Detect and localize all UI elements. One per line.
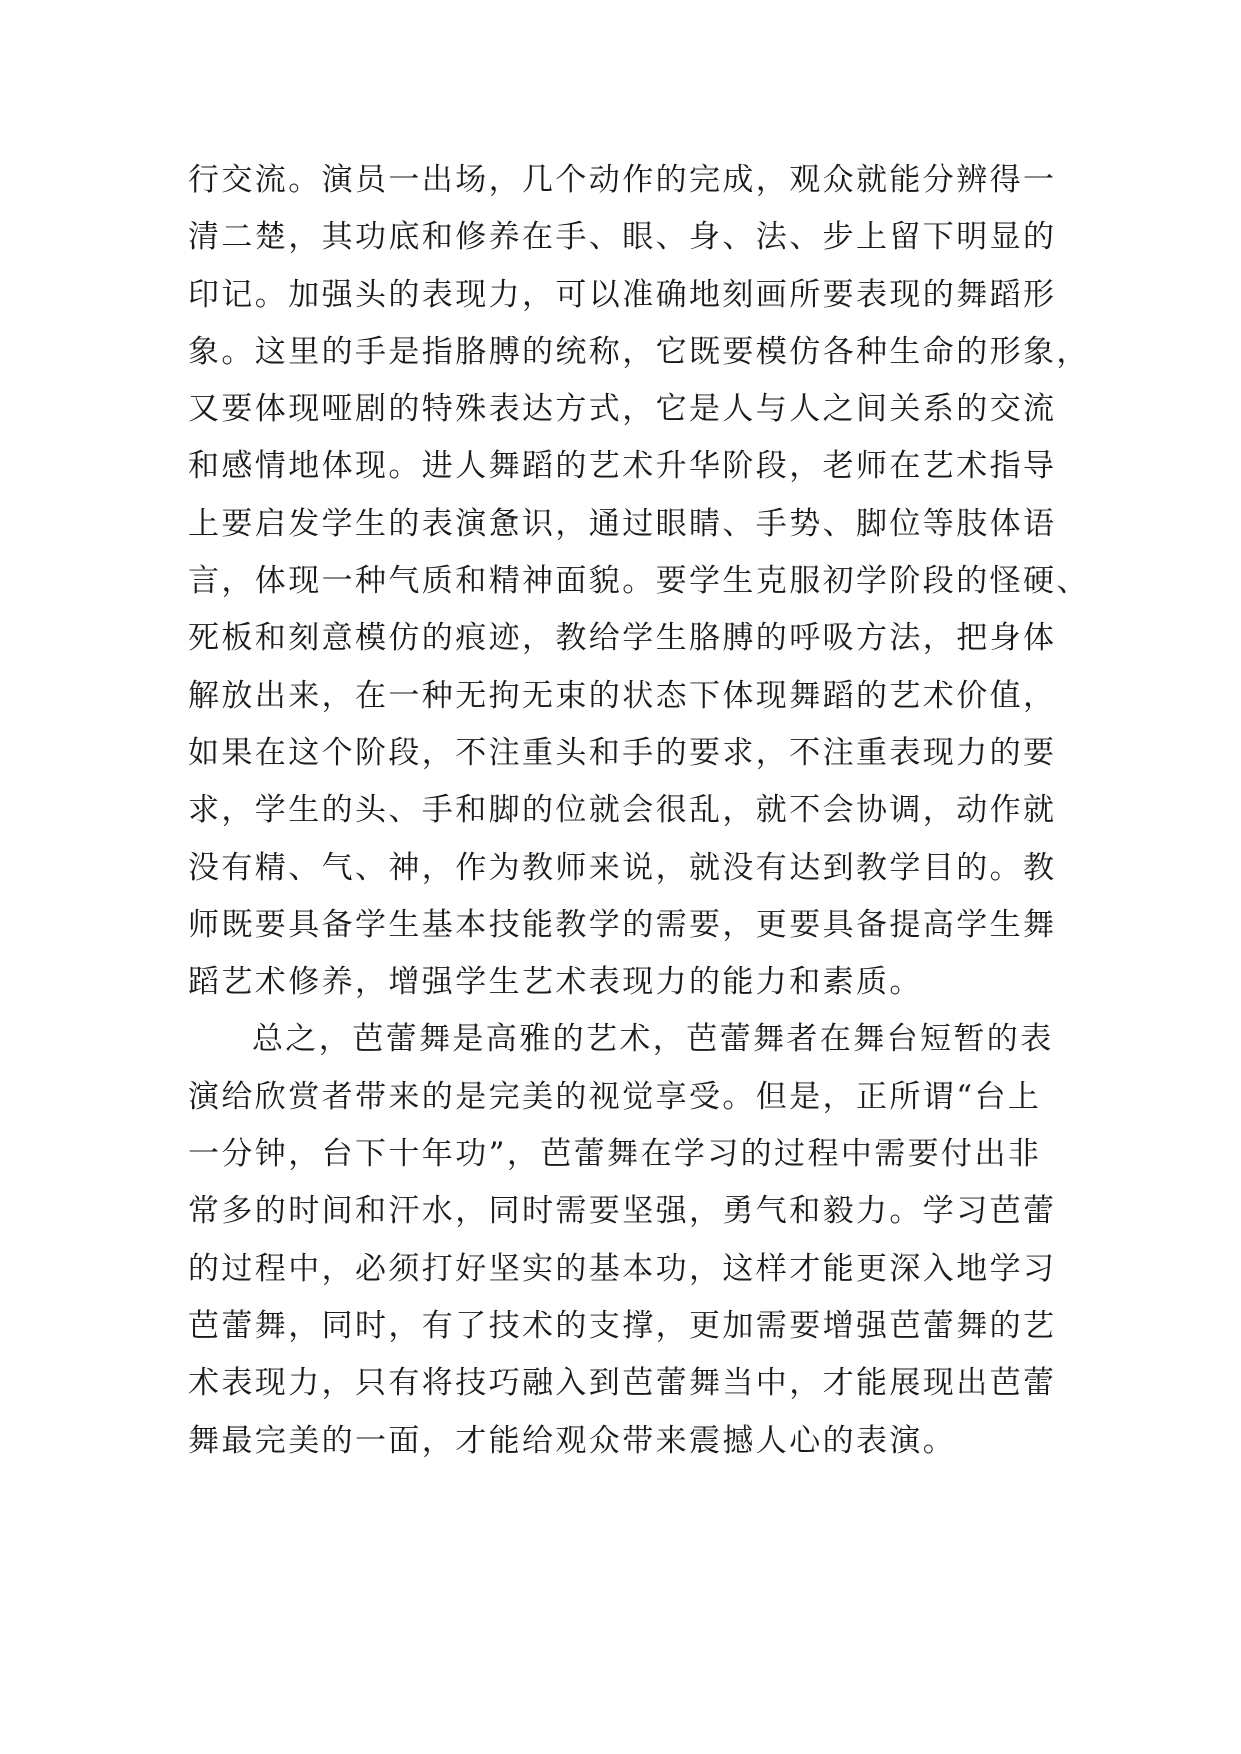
text-line: 蹈艺术修养，增强学生艺术表现力的能力和素质。 [188,964,923,1001]
text-line: 清二楚，其功底和修养在手、眼、身、法、步上留下明显的 [188,219,1057,256]
text-line: 芭蕾舞，同时，有了技术的支撑，更加需要增强芭蕾舞的艺 [188,1307,1057,1344]
text-line: 印记。加强头的表现力，可以准确地刻画所要表现的舞蹈形 [188,276,1057,313]
text-line: 演给欣赏者带来的是完美的视觉享受。但是，正所谓“台上 [188,1078,1042,1115]
text-line: 一分钟，台下十年功”，芭蕾舞在学习的过程中需要付出非 [188,1136,1042,1173]
text-line: 象。这里的手是指胳膊的统称，它既要模仿各种生命的形象， [188,333,1090,370]
body-text [188,152,1090,1470]
text-line: 和感情地体现。进人舞蹈的艺术升华阶段，老师在艺术指导 [188,448,1057,485]
text-line: 常多的时间和汗水，同时需要坚强，勇气和毅力。学习芭蕾 [188,1193,1057,1230]
text-line: 言，体现一种气质和精神面貌。要学生克服初学阶段的怪硬、 [188,563,1090,600]
text-line: 术表现力，只有将技巧融入到芭蕾舞当中，才能展现出芭蕾 [188,1365,1057,1402]
text-line: 死板和刻意模仿的痕迹，教给学生胳膊的呼吸方法，把身体 [188,620,1057,657]
text-line: 师既要具备学生基本技能教学的需要，更要具备提高学生舞 [188,906,1057,943]
text-line: 上要启发学生的表演惫识，通过眼睛、手势、脚位等肢体语 [188,505,1057,542]
text-line: 解放出来，在一种无拘无束的状态下体现舞蹈的艺术价值， [188,677,1057,714]
paragraph-2 [188,1011,1068,1469]
text-line: 如果在这个阶段，不注重头和手的要求，不注重表现力的要 [188,734,1057,771]
text-line: 总之，芭蕾舞是高雅的艺术，芭蕾舞者在舞台短暂的表 [252,1021,1054,1058]
text-line: 行交流。演员一出场，几个动作的完成，观众就能分辨得一 [188,162,1057,198]
text-line: 没有精、气、神，作为教师来说，就没有达到教学目的。教 [188,849,1057,886]
text-line: 又要体现哑剧的特殊表达方式，它是人与人之间关系的交流 [188,391,1057,428]
text-line: 的过程中，必须打好坚实的基本功，这样才能更深入地学习 [188,1250,1057,1287]
text-line: 舞最完美的一面，才能给观众带来震撼人心的表演。 [188,1422,957,1459]
paragraph-1 [188,152,1090,1011]
text-line: 求，学生的头、手和脚的位就会很乱，就不会协调，动作就 [188,792,1057,829]
